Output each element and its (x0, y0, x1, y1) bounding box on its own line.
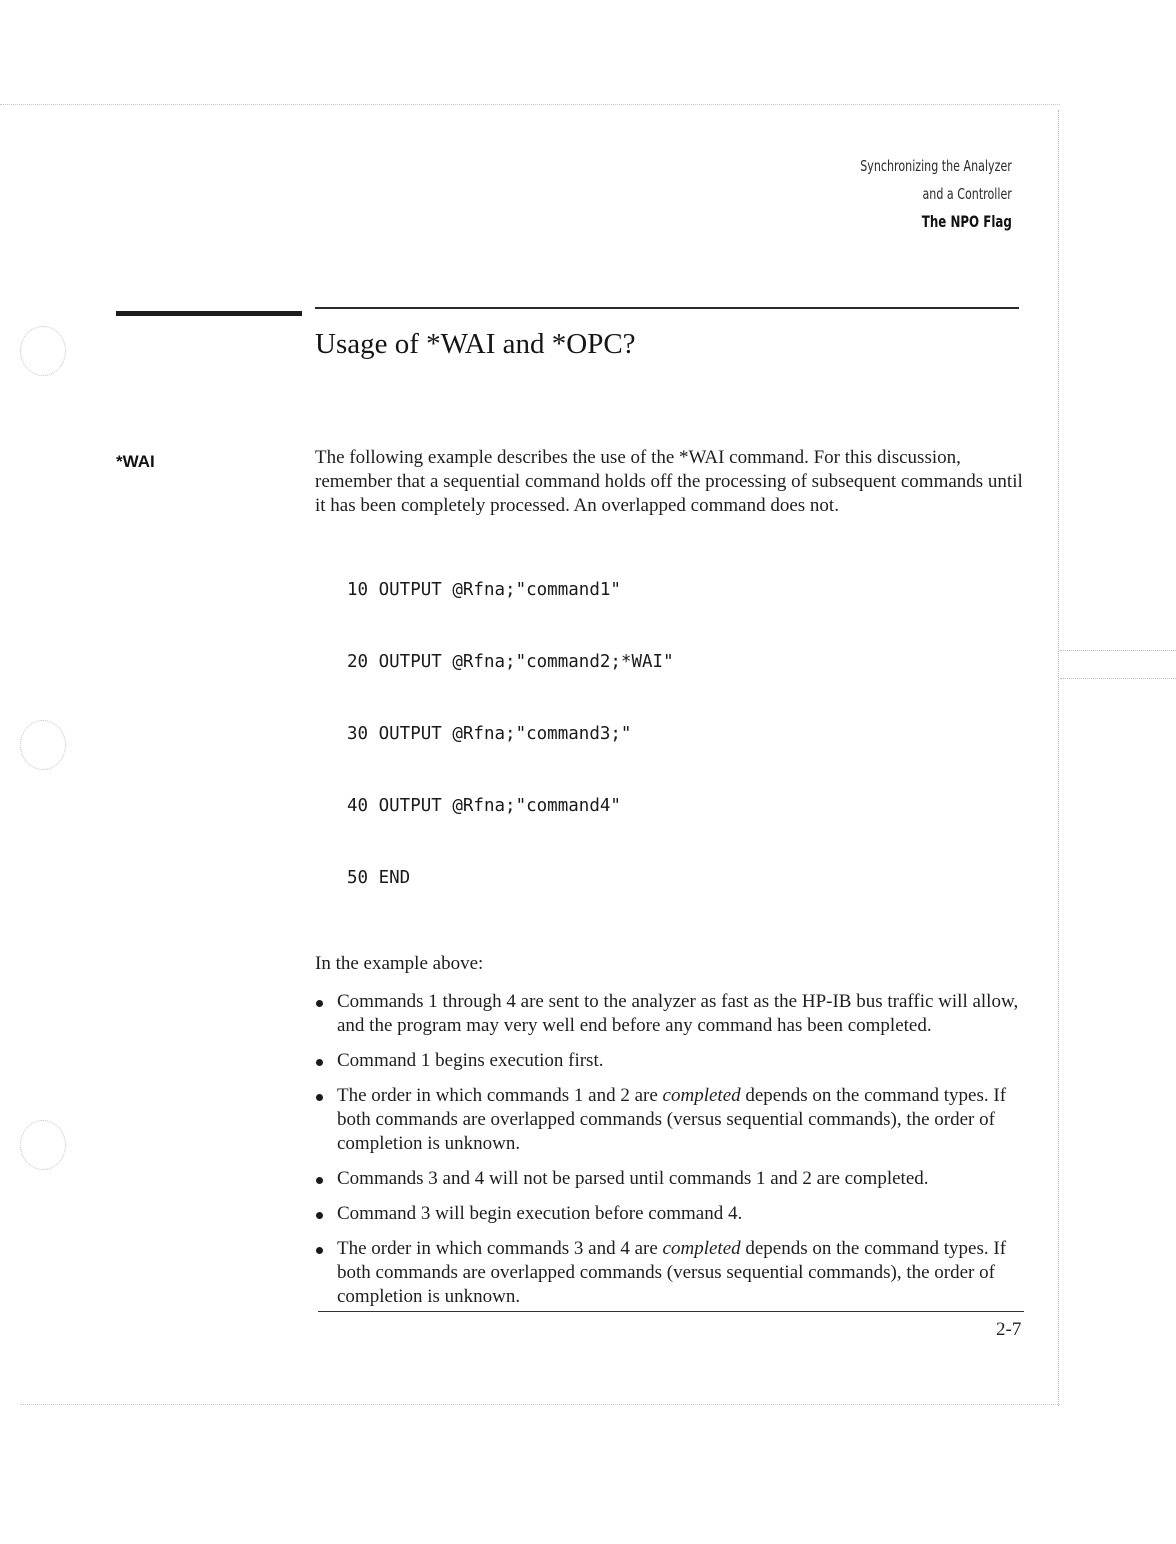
running-header (860, 152, 1012, 236)
punch-hole (20, 326, 66, 376)
scan-mark (1060, 650, 1176, 651)
list-item (315, 1237, 1030, 1309)
footer-rule (318, 1311, 1024, 1312)
list-item-text-start: The order in which commands 3 and 4 are (337, 1238, 663, 1259)
code-line: 10 OUTPUT @Rfna;"command1" (347, 580, 621, 600)
section-rule-left (116, 311, 302, 316)
section-rule-right (315, 307, 1019, 309)
header-chapter-line-2: and a Controller (922, 185, 1012, 203)
bullet-icon (316, 1247, 323, 1254)
list-item (315, 1049, 1030, 1073)
scan-mark (1060, 678, 1176, 679)
list-item (315, 1167, 1030, 1191)
emphasis: completed (662, 1085, 741, 1106)
body-text (315, 446, 1030, 1320)
intro-paragraph: The following example describes the use of the *WAI command. For this discussion, remember that a sequential command holds off the processing of subsequent commands until it has been completely processed. An overlapped command does not. (315, 447, 1023, 516)
code-line: 30 OUTPUT @Rfna;"command3;" (347, 724, 632, 744)
code-line: 50 END (347, 868, 411, 888)
scan-edge-top (0, 104, 1060, 105)
punch-hole (20, 1120, 66, 1170)
list-item (315, 990, 1030, 1038)
lead-in-text: In the example above: (315, 953, 484, 974)
list-item-text: Commands 1 through 4 are sent to the analyzer as fast as the HP-IB bus traffic will allow, and the program may very well end before any command has been completed. (337, 991, 1019, 1036)
page-number: 2-7 (996, 1319, 1022, 1340)
margin-label: *WAI (116, 452, 155, 471)
code-line: 20 OUTPUT @Rfna;"command2;*WAI" (347, 652, 674, 672)
list-item-text-start: The order in which commands 1 and 2 are (337, 1085, 663, 1106)
list-item-text: Commands 3 and 4 will not be parsed until commands 1 and 2 are completed. (337, 1168, 929, 1189)
code-line: 40 OUTPUT @Rfna;"command4" (347, 796, 621, 816)
list-item (315, 1202, 1030, 1226)
bullet-icon (316, 1177, 323, 1184)
header-chapter-line-1: Synchronizing the Analyzer (860, 157, 1012, 175)
list-item (315, 1084, 1030, 1156)
bullet-list (315, 990, 1030, 1309)
list-item-text-end: depends on the command types. If both commands are overlapped commands (versus sequential commands), the order of completion is unknown. (337, 1238, 1007, 1307)
bullet-icon (316, 1094, 323, 1101)
emphasis: completed (662, 1238, 741, 1259)
header-section-title: The NPO Flag (921, 212, 1012, 231)
list-item-text: Command 1 begins execution first. (337, 1050, 604, 1071)
list-item-text-end: depends on the command types. If both commands are overlapped commands (versus sequential commands), the order of completion is unknown. (337, 1085, 1007, 1154)
scan-edge-right (1058, 110, 1059, 1406)
list-item-text: Command 3 will begin execution before command 4. (337, 1203, 743, 1224)
punch-hole (20, 720, 66, 770)
scan-edge-bottom (20, 1404, 1060, 1405)
code-example (347, 530, 1030, 938)
bullet-icon (316, 1059, 323, 1066)
section-title: Usage of *WAI and *OPC? (315, 328, 636, 360)
bullet-icon (316, 1212, 323, 1219)
bullet-icon (316, 1000, 323, 1007)
